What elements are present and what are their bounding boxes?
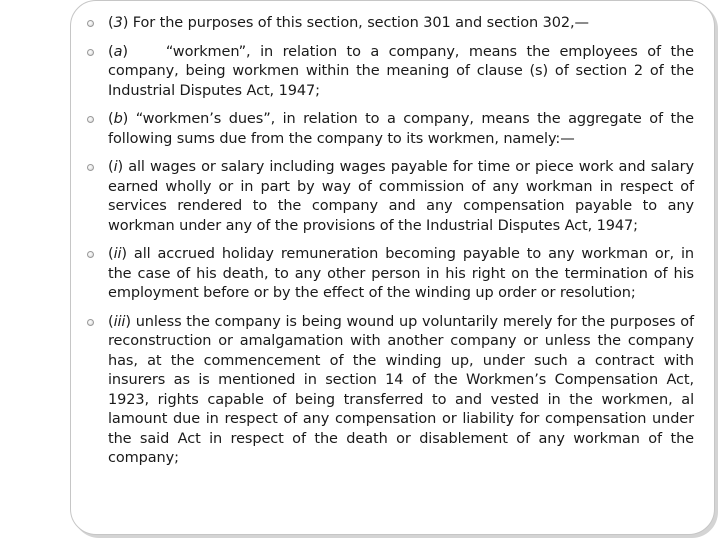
- bullet-icon: [87, 319, 94, 326]
- list-item: [86, 43, 699, 102]
- bullet-icon: [87, 20, 94, 27]
- item-label: i: [113, 159, 118, 175]
- item-text: (3) For the purposes of this section, section 301 and section 302,—: [108, 15, 589, 31]
- bullet-icon: [87, 164, 94, 171]
- item-label: ii: [113, 246, 122, 262]
- list-item: [86, 245, 694, 304]
- list-item: [86, 110, 694, 149]
- item-text: (iii) unless the company is being wound up voluntarily merely for the purposes of reconstruction or amalgamation with another company or unless the company has, at the commencement of the winding up, under such a contract with insurers as is mentioned in section 14 of the Workmen’s Compensation Act, 1923, rights capable of being transferred to and vested in the workmen, al lamount due in respect of any compensation or liability for compensation under the said Act in respect of the death or disablement of any workman of the company;: [108, 313, 694, 466]
- list-item: [86, 158, 694, 236]
- item-text: (i) all wages or salary including wages payable for time or piece work and salary earned wholly or in part by way of commission of any workman in respect of services rendered to the company and any compensation payable to any workman under any of the provisions of the Industrial Disputes Act, 1947;: [108, 159, 694, 234]
- bullet-icon: [87, 49, 94, 56]
- item-label: b: [113, 111, 123, 127]
- item-text: (ii) all accrued holiday remuneration becoming payable to any workman or, in the case of his death, to any other person in his right on the termination of his employment before or by the effect of the winding up order or resolution;: [108, 246, 694, 301]
- item-text: (a) “workmen”, in relation to a company, means the employees of the company, being workmen within the meaning of clause (s) of section 2 of the Industrial Disputes Act, 1947;: [108, 43, 699, 99]
- bullet-icon: [87, 116, 94, 123]
- bullet-icon: [87, 251, 94, 258]
- item-label: 3: [113, 15, 123, 31]
- list-item: [86, 313, 694, 469]
- item-label: iii: [113, 313, 126, 330]
- bullet-list: [86, 14, 699, 478]
- item-label: a: [113, 43, 123, 60]
- list-item: [86, 14, 694, 34]
- item-text: (b) “workmen’s dues”, in relation to a company, means the aggregate of the following sums due from the company to its workmen, namely:—: [108, 111, 694, 147]
